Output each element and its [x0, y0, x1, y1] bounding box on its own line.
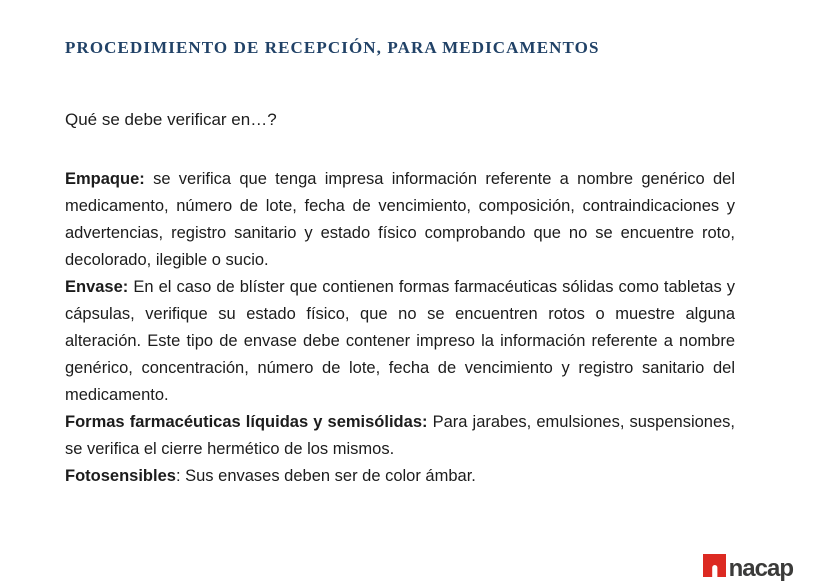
paragraph-empaque-body: se verifica que tenga impresa información referente a nombre genérico del medicamento, número de lote, fecha de vencimiento, composición, contraindicaciones y advertencias, registro sanitario y estado físico comprobando que no se encuentre roto, decolorado, ilegible o sucio.: [65, 170, 735, 269]
paragraph-empaque: [65, 166, 735, 274]
paragraph-formas-liquidas-body: Para jarabes, emulsiones, suspensiones, se verifica el cierre hermético de los mismos.: [65, 413, 735, 458]
paragraph-formas-liquidas-lead: Formas farmacéuticas líquidas y semisólidas:: [65, 413, 428, 431]
body-text: [65, 166, 735, 490]
paragraph-formas-liquidas: [65, 409, 735, 463]
paragraph-envase-body: En el caso de blíster que contienen formas farmacéuticas sólidas como tabletas y cápsulas, verifique su estado físico, que no se encuentren rotos o muestre alguna alteración. Este tipo de envase debe contener impreso la información referente a nombre genérico, concentración, número de lote, fecha de vencimiento y registro sanitario del medicamento.: [65, 278, 735, 404]
question-text: Qué se debe verificar en…?: [65, 110, 277, 129]
paragraph-envase-lead: Envase:: [65, 278, 129, 296]
paragraph-envase: [65, 274, 735, 409]
inacap-logo: [703, 554, 793, 582]
inacap-red-square-icon: [703, 554, 726, 577]
paragraph-fotosensibles-body: : Sus envases deben ser de color ámbar.: [175, 467, 476, 485]
inacap-logo-text: nacap: [728, 555, 793, 582]
paragraph-fotosensibles: [65, 463, 735, 490]
paragraph-fotosensibles-lead: Fotosensibles: [65, 467, 176, 485]
paragraph-empaque-lead: Empaque:: [65, 170, 145, 188]
page-title: PROCEDIMIENTO DE RECEPCIÓN, PARA MEDICAMENTOS: [65, 38, 600, 57]
page-content: [65, 0, 735, 490]
